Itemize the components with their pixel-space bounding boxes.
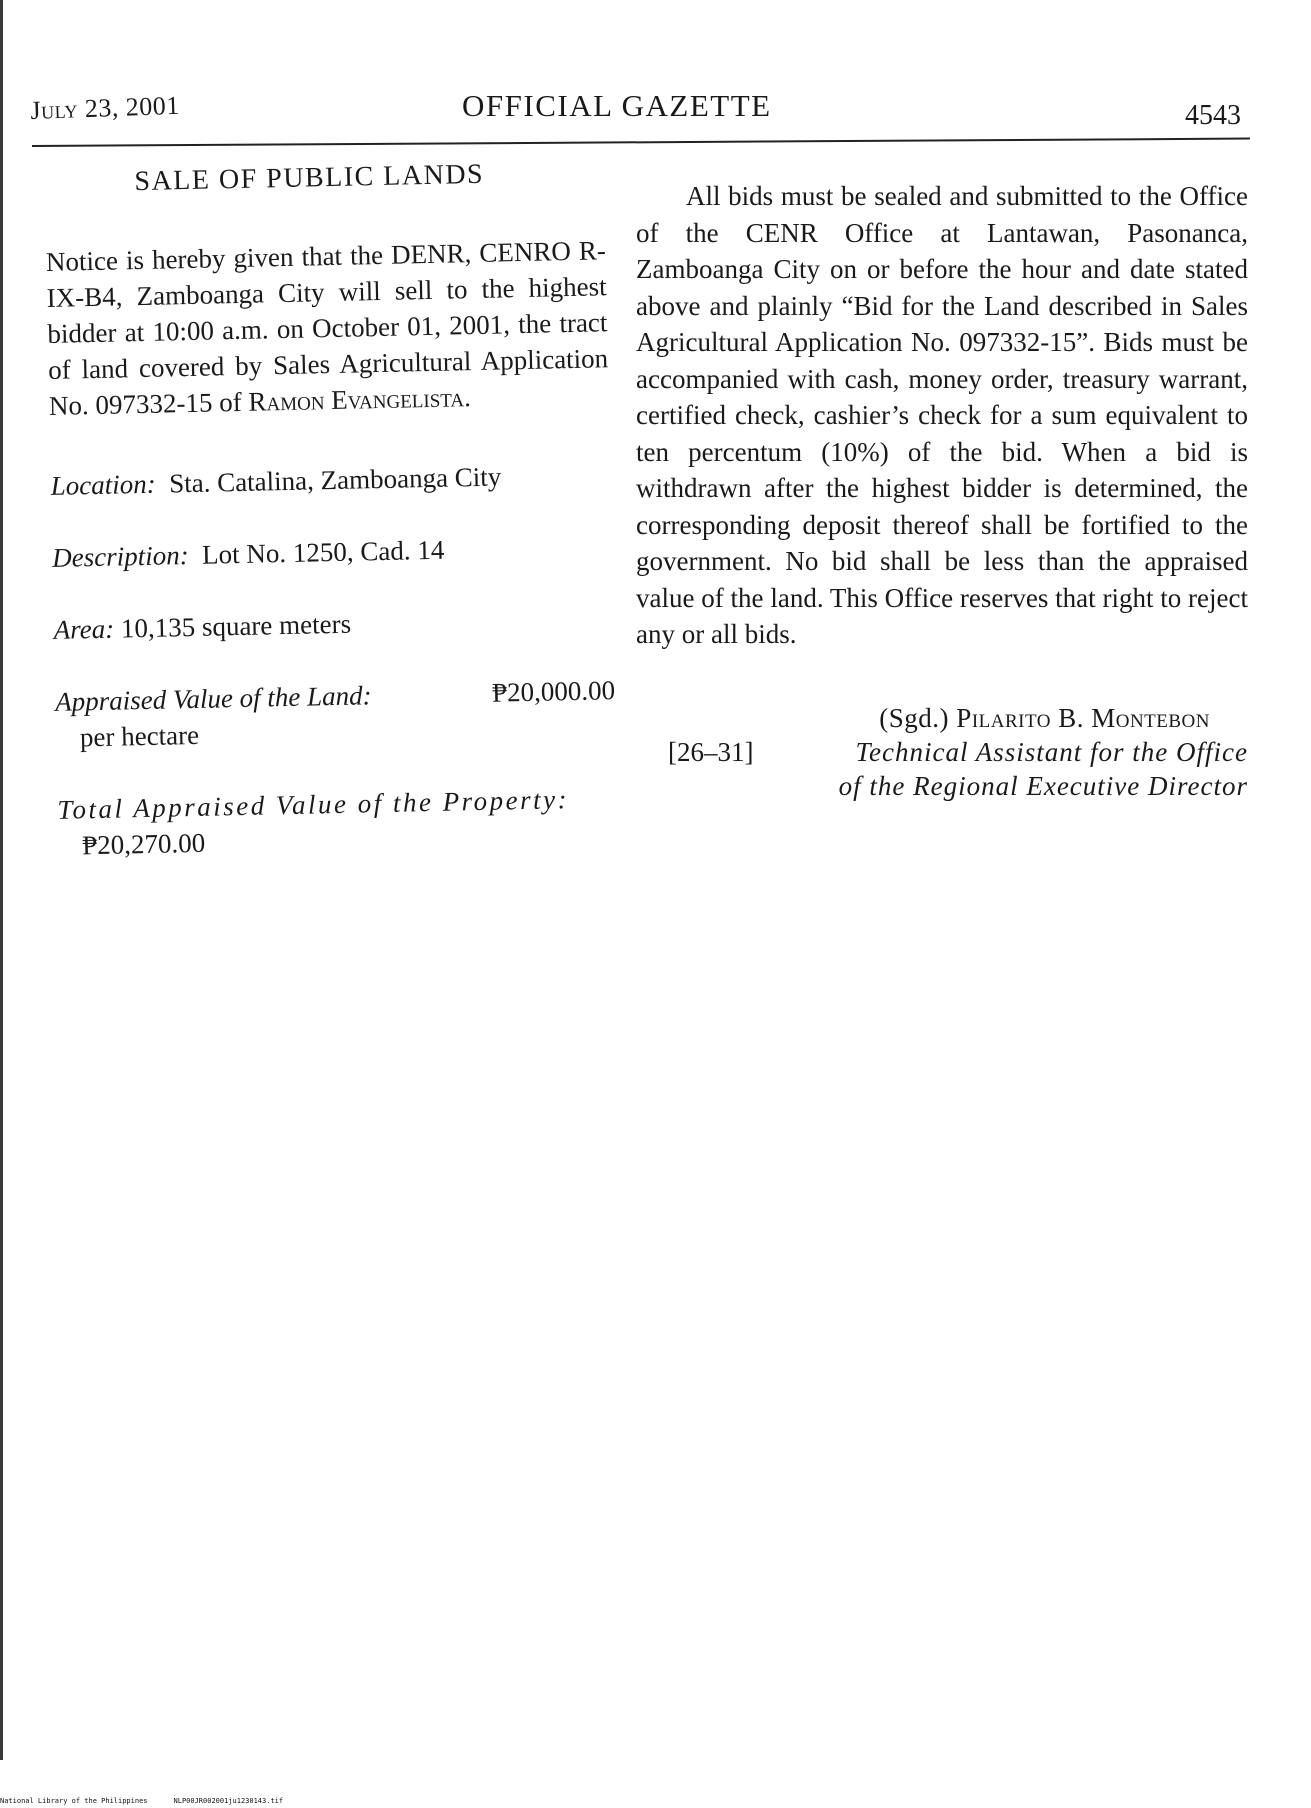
signatory-line [636, 701, 1248, 735]
notice-text: Notice is hereby given that the DENR, CENRO R-IX-B4, Zamboanga City will sell to the highest bidder at 10:00 a.m. on October 01, 2001, the tract of land covered by Sales Agricultural Application No. 097332-15 of [45, 235, 609, 421]
section-title: SALE OF PUBLIC LANDS [134, 158, 485, 198]
description-field [52, 528, 613, 576]
library-credit: National Library of the Philippines [0, 1797, 148, 1805]
location-label: Location: [50, 468, 156, 501]
signatory-role-line1: Technical Assistant for the Office [855, 736, 1248, 767]
issue-reference: [26–31] [668, 736, 754, 767]
scan-footer [0, 1797, 283, 1805]
issue-date: July 23, 2001 [30, 90, 181, 125]
signatory-role-row [636, 735, 1248, 769]
applicant-name: Ramon Evangelista [248, 382, 465, 417]
signatory-name: Pilarito B. Montebon [956, 702, 1210, 733]
total-appraised-field [57, 780, 618, 864]
area-label: Area: [53, 613, 115, 645]
page-number: 4543 [1185, 100, 1241, 131]
header-rule [32, 138, 1250, 147]
notice-paragraph [46, 232, 610, 424]
appraised-value-field [55, 672, 616, 756]
total-appraised-label: Total Appraised Value of the Property: [57, 784, 570, 825]
bids-paragraph: All bids must be sealed and submitted to the Office of the CENR Office at Lantawan, Pasonanca, Zamboanga City on or before the hour and date stated above and plainly “Bid for the Land described in Sales Agricultural Application No. 097332-15”. Bids must be accompanied with cash, money order, treasury warrant, certified check, cashier’s check for a sum equivalent to ten percentum (10%) of the bid. When a bid is withdrawn after the highest bidder is determined, the corresponding deposit thereof shall be fortified to the government. No bid shall be less than the appraised value of the land. This Office reserves that right to reject any or all bids. [636, 181, 1248, 649]
scan-edge [0, 0, 3, 1760]
location-field [50, 456, 611, 504]
scan-filename: NLP00JR002001ju1230143.tif [173, 1797, 284, 1805]
area-field [53, 600, 614, 648]
signatory-role-line2: of the Regional Executive Director [838, 770, 1248, 801]
left-column [44, 156, 619, 900]
description-label: Description: [51, 540, 189, 573]
description-value: Lot No. 1250, Cad. 14 [201, 534, 445, 570]
appraised-unit: per hectare [79, 719, 200, 753]
notice-end: . [463, 382, 472, 413]
total-appraised-value: ₱20,270.00 [81, 827, 206, 861]
publication-title: OFFICIAL GAZETTE [462, 88, 772, 123]
appraised-value-label: Appraised Value of the Land: [54, 680, 372, 717]
right-column [636, 178, 1248, 803]
area-value: 10,135 square meters [120, 608, 352, 644]
location-value: Sta. Catalina, Zamboanga City [168, 461, 502, 499]
appraised-value: ₱20,000.00 [491, 675, 616, 708]
signature-block [636, 701, 1248, 803]
signed-marker: (Sgd.) [879, 702, 957, 733]
